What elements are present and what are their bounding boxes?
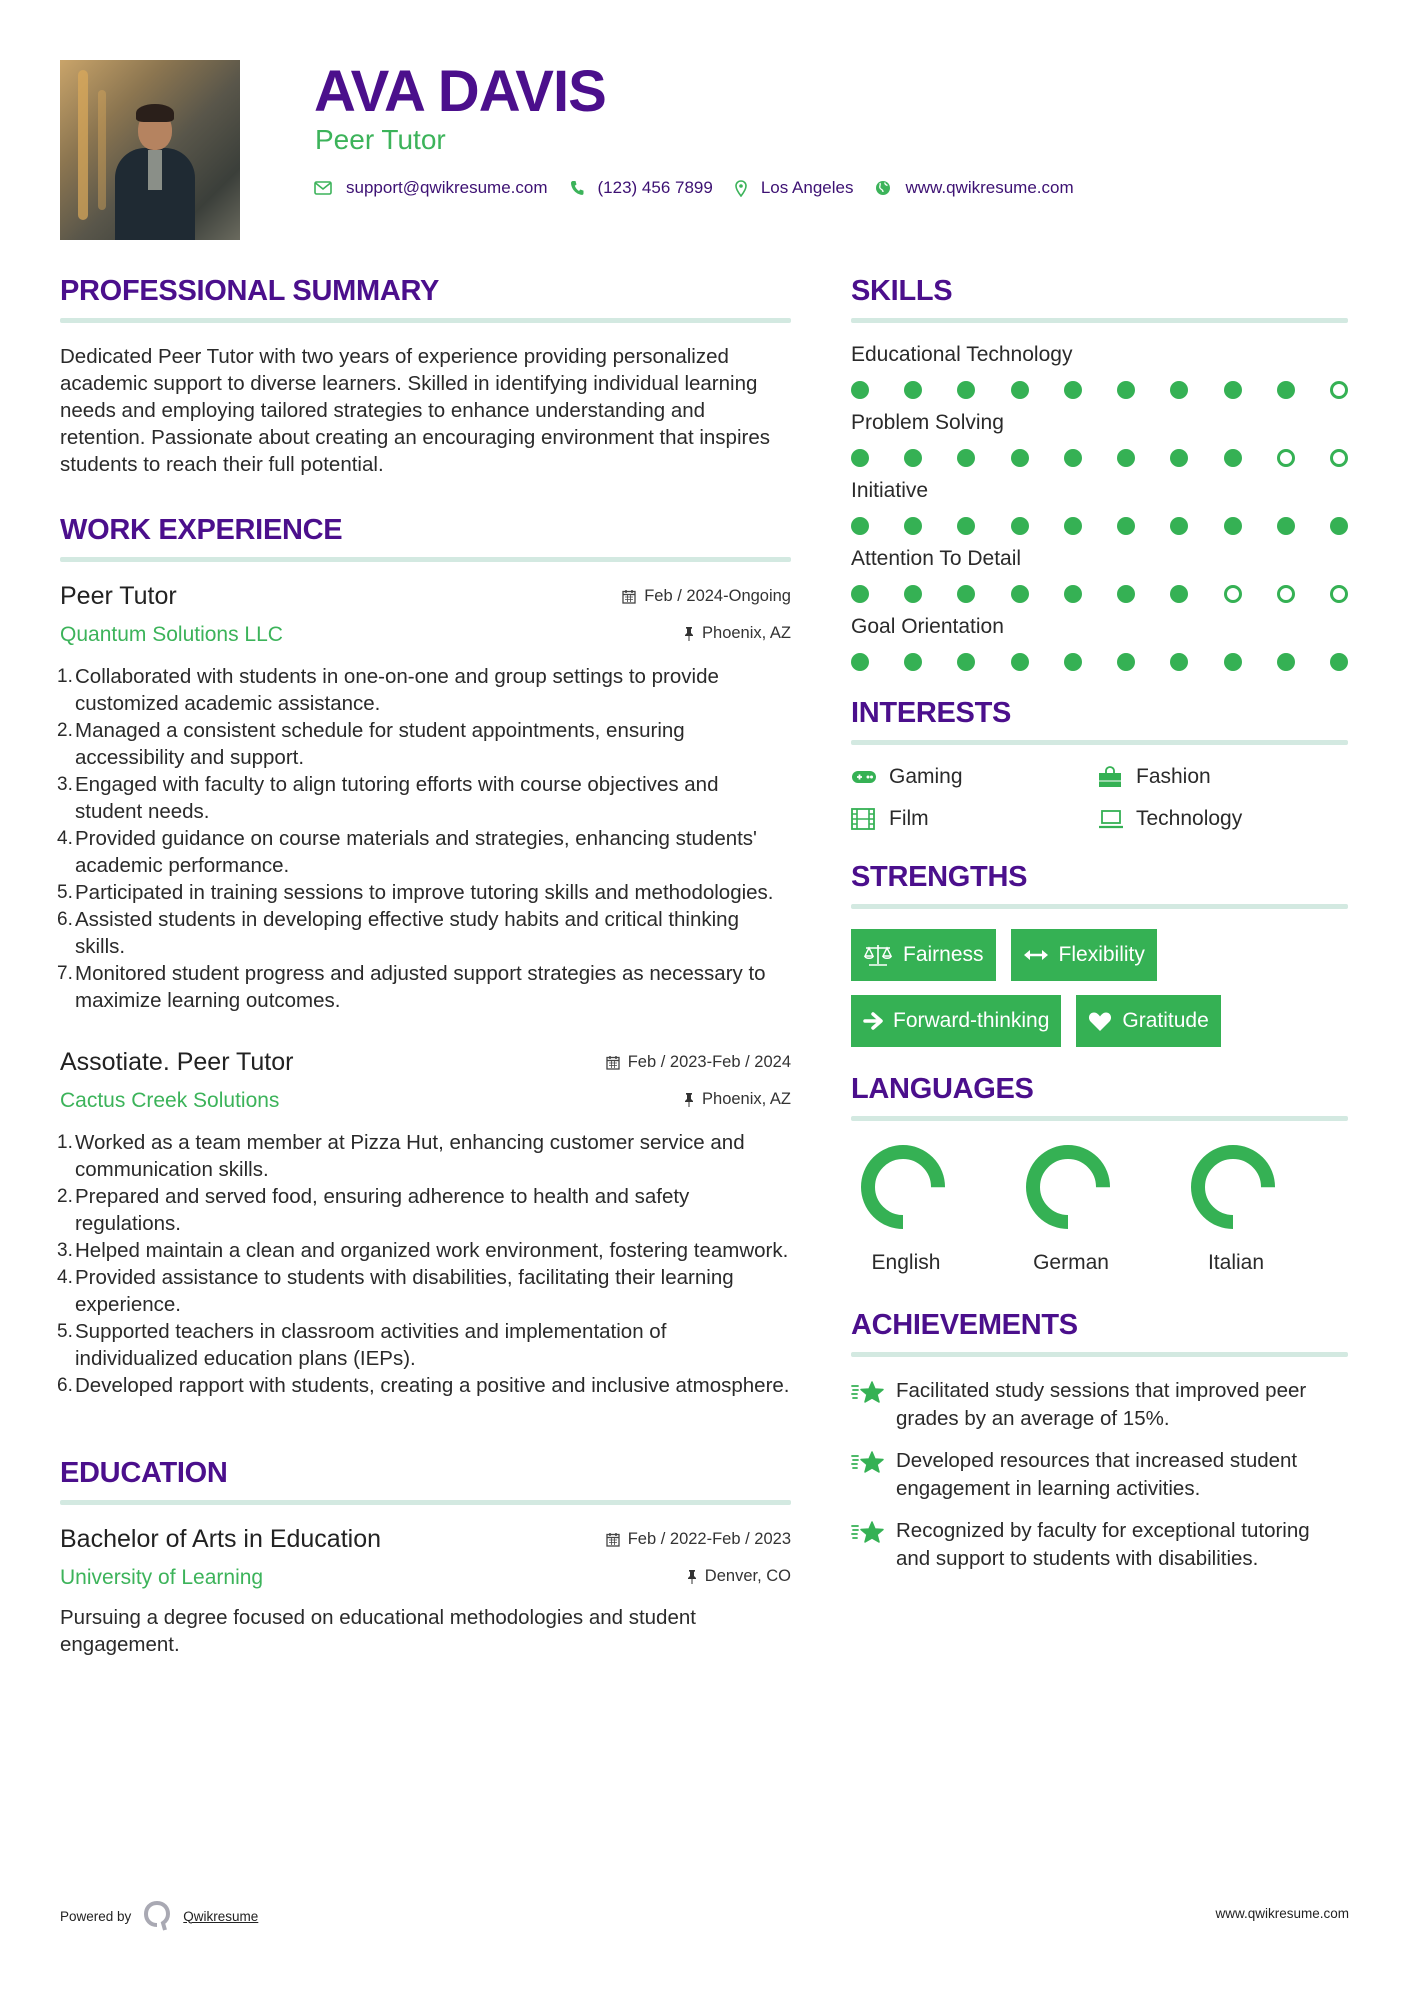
job-bullet: 5. Participated in training sessions to improve tutoring skills and methodologies. xyxy=(57,881,774,904)
rating-dot-filled xyxy=(851,585,869,603)
rating-dot-filled xyxy=(1011,381,1029,399)
balance-scale-icon xyxy=(863,943,893,967)
rating-dot-filled xyxy=(1224,517,1242,535)
skill-rating xyxy=(851,381,1348,399)
section-divider xyxy=(60,1500,791,1505)
job-location xyxy=(684,624,791,643)
section-title: STRENGTHS xyxy=(851,861,1028,893)
job-company: Cactus Creek Solutions xyxy=(60,1089,280,1112)
arrow-right-icon xyxy=(863,1012,883,1030)
strength-badge: Gratitude xyxy=(1076,995,1220,1047)
rating-dot-filled xyxy=(957,585,975,603)
section-title: LANGUAGES xyxy=(851,1073,1034,1105)
rating-dot-filled xyxy=(1330,517,1348,535)
interests-section xyxy=(851,697,1348,831)
language-name: English xyxy=(871,1251,941,1274)
interest-item: Gaming xyxy=(851,765,1098,789)
rating-dot-filled xyxy=(1224,653,1242,671)
section-divider xyxy=(851,904,1348,909)
rating-dot-filled xyxy=(1064,585,1082,603)
language-name: Italian xyxy=(1207,1251,1265,1274)
rating-dot-filled xyxy=(904,585,922,603)
job-bullet: 1. Worked as a team member at Pizza Hut, enhancing customer service and communication skills. xyxy=(57,1131,745,1181)
rating-dot-empty xyxy=(1330,449,1348,467)
rating-dot-filled xyxy=(1064,381,1082,399)
rating-dot-filled xyxy=(957,381,975,399)
rating-dot-filled xyxy=(904,517,922,535)
job-bullets xyxy=(57,1129,791,1399)
skills-list xyxy=(851,343,1348,671)
achievement-item: Developed resources that increased student engagement in learning activities. xyxy=(851,1447,1348,1503)
rating-dot-filled xyxy=(1064,517,1082,535)
rating-dot-filled xyxy=(1277,653,1295,671)
star-icon xyxy=(851,1517,896,1573)
rating-dot-filled xyxy=(1224,381,1242,399)
job-title: Peer Tutor xyxy=(60,582,177,610)
contact-bar xyxy=(314,178,1096,198)
rating-dot-filled xyxy=(1224,449,1242,467)
section-divider xyxy=(851,1352,1348,1357)
map-marker-icon xyxy=(735,180,747,197)
skill-rating xyxy=(851,449,1348,467)
rating-dot-empty xyxy=(1330,381,1348,399)
language-proficiency-arc xyxy=(868,1152,938,1222)
contact-phone[interactable]: (123) 456 7899 xyxy=(597,178,713,197)
job-bullet: 2. Prepared and served food, ensuring adherence to health and safety regulations. xyxy=(57,1185,690,1235)
languages-list xyxy=(851,1141,1348,1275)
right-column xyxy=(851,275,1348,1587)
job-bullet: 3. Helped maintain a clean and organized work environment, fostering teamwork. xyxy=(57,1239,789,1262)
left-column xyxy=(57,275,791,1684)
language-proficiency-ring xyxy=(857,1141,949,1233)
footer-powered-by xyxy=(60,1900,258,1932)
qwikresume-logo-icon xyxy=(143,1900,171,1932)
job-entry xyxy=(57,582,791,1014)
rating-dot-filled xyxy=(1277,517,1295,535)
rating-dot-empty xyxy=(1330,585,1348,603)
phone-icon xyxy=(570,180,584,196)
education-location xyxy=(687,1567,791,1586)
achievements-section xyxy=(851,1309,1348,1573)
rating-dot-filled xyxy=(1117,653,1135,671)
education-description: Pursuing a degree focused on educational methodologies and student engagement. xyxy=(60,1606,696,1656)
interest-item: Film xyxy=(851,807,1098,831)
job-date xyxy=(606,1053,791,1072)
education-date-text: Feb / 2022-Feb / 2023 xyxy=(627,1530,791,1548)
job-location xyxy=(684,1090,791,1109)
strengths-section xyxy=(851,861,1348,1047)
heart-icon xyxy=(1088,1011,1112,1032)
photo-decoration xyxy=(78,70,88,220)
calendar-icon xyxy=(606,1055,620,1070)
rating-dot-filled xyxy=(1170,381,1188,399)
section-title: INTERESTS xyxy=(851,697,1012,729)
section-divider xyxy=(851,1116,1348,1121)
interest-item: Technology xyxy=(1098,807,1348,831)
skill-name: Goal Orientation xyxy=(851,615,1004,638)
rating-dot-empty xyxy=(1277,449,1295,467)
job-bullet: 2. Managed a consistent schedule for student appointments, ensuring accessibility and support. xyxy=(57,719,685,769)
photo-person-hair xyxy=(136,104,174,122)
strengths-list xyxy=(851,929,1348,1047)
job-company: Quantum Solutions LLC xyxy=(60,623,283,646)
rating-dot-filled xyxy=(1117,585,1135,603)
job-date-text: Feb / 2023-Feb / 2024 xyxy=(627,1053,791,1071)
globe-icon xyxy=(875,180,891,196)
job-bullet: 3. Engaged with faculty to align tutoring efforts with course objectives and student needs. xyxy=(57,773,719,823)
rating-dot-filled xyxy=(1117,381,1135,399)
qwikresume-link[interactable]: Qwikresume xyxy=(183,1908,259,1924)
calendar-icon xyxy=(622,589,636,604)
rating-dot-filled xyxy=(957,517,975,535)
summary-text: Dedicated Peer Tutor with two years of experience providing personalized academic support to diverse learners. Skilled in identifying individual learning needs and employing tailored strategies to enhance understanding and retention. Passionate about creating an encouraging environment that inspires students to reach their full potential. xyxy=(60,345,770,476)
skill-item xyxy=(851,547,1348,603)
envelope-icon xyxy=(314,181,332,195)
section-title: WORK EXPERIENCE xyxy=(60,514,343,546)
rating-dot-empty xyxy=(1224,585,1242,603)
rating-dot-filled xyxy=(1011,517,1029,535)
education-location-text: Denver, CO xyxy=(704,1567,791,1585)
powered-by-label: Powered by xyxy=(60,1908,132,1924)
experience-section xyxy=(57,514,791,1399)
achievement-item: Recognized by faculty for exceptional tutoring and support to students with disabilities. xyxy=(851,1517,1348,1573)
language-item xyxy=(1016,1141,1181,1275)
skill-rating xyxy=(851,585,1348,603)
job-bullets xyxy=(57,663,791,1014)
section-divider xyxy=(851,318,1348,323)
rating-dot-filled xyxy=(957,449,975,467)
strength-badge: Flexibility xyxy=(1011,929,1157,981)
achievement-item: Facilitated study sessions that improved peer grades by an average of 15%. xyxy=(851,1377,1348,1433)
contact-website[interactable]: www.qwikresume.com xyxy=(905,178,1074,197)
candidate-name: AVA DAVIS xyxy=(314,59,606,124)
rating-dot-filled xyxy=(1170,449,1188,467)
language-proficiency-arc xyxy=(1198,1152,1268,1222)
job-bullet: 6. Developed rapport with students, creating a positive and inclusive atmosphere. xyxy=(57,1374,790,1397)
laptop-icon xyxy=(1098,809,1136,829)
education-section xyxy=(60,1457,791,1658)
skill-rating xyxy=(851,517,1348,535)
footer-website[interactable]: www.qwikresume.com xyxy=(1215,1906,1349,1921)
skill-item xyxy=(851,615,1348,671)
rating-dot-filled xyxy=(957,653,975,671)
interest-item: Fashion xyxy=(1098,765,1348,789)
photo-decoration xyxy=(98,90,106,210)
skills-section xyxy=(851,275,1348,671)
rating-dot-filled xyxy=(1011,449,1029,467)
language-proficiency-arc xyxy=(1033,1152,1103,1222)
rating-dot-filled xyxy=(851,517,869,535)
skill-rating xyxy=(851,653,1348,671)
rating-dot-filled xyxy=(1064,449,1082,467)
degree-title: Bachelor of Arts in Education xyxy=(60,1525,382,1553)
strength-badge: Forward-thinking xyxy=(851,995,1061,1047)
profile-photo xyxy=(60,60,240,240)
section-divider xyxy=(60,557,791,562)
education-entry xyxy=(60,1525,791,1658)
skill-name: Attention To Detail xyxy=(851,547,1022,570)
job-bullet: 4. Provided assistance to students with disabilities, facilitating their learning experience. xyxy=(57,1266,734,1316)
language-item xyxy=(851,1141,1016,1275)
job-bullet: 6. Assisted students in developing effective study habits and critical thinking skills. xyxy=(57,908,739,958)
rating-dot-filled xyxy=(1011,585,1029,603)
section-title: ACHIEVEMENTS xyxy=(851,1309,1078,1341)
language-name: German xyxy=(1033,1251,1109,1274)
rating-dot-filled xyxy=(904,381,922,399)
interests-list xyxy=(851,765,1348,831)
skill-name: Educational Technology xyxy=(851,343,1073,366)
language-item xyxy=(1181,1141,1346,1275)
section-divider xyxy=(851,740,1348,745)
school-name: University of Learning xyxy=(60,1566,264,1589)
pushpin-icon xyxy=(684,626,694,641)
rating-dot-filled xyxy=(1170,517,1188,535)
section-divider xyxy=(60,318,791,323)
pushpin-icon xyxy=(684,1092,694,1107)
job-bullet: 7. Monitored student progress and adjusted support strategies as necessary to maximize learning outcomes. xyxy=(57,962,766,1012)
skill-item xyxy=(851,343,1348,399)
section-title: EDUCATION xyxy=(60,1457,228,1489)
rating-dot-filled xyxy=(1277,381,1295,399)
job-bullet: 4. Provided guidance on course materials and strategies, enhancing students' academic performance. xyxy=(57,827,757,877)
rating-dot-filled xyxy=(904,449,922,467)
language-proficiency-ring xyxy=(1187,1141,1279,1233)
rating-dot-filled xyxy=(851,449,869,467)
rating-dot-filled xyxy=(851,381,869,399)
languages-section xyxy=(851,1073,1348,1275)
rating-dot-filled xyxy=(1064,653,1082,671)
strength-badge: Fairness xyxy=(851,929,996,981)
education-date xyxy=(606,1530,791,1549)
rating-dot-filled xyxy=(1117,517,1135,535)
job-date-text: Feb / 2024-Ongoing xyxy=(644,587,791,605)
pushpin-icon xyxy=(687,1569,697,1584)
achievements-list xyxy=(851,1377,1348,1573)
arrows-horizontal-icon xyxy=(1023,948,1049,962)
skill-name: Initiative xyxy=(851,479,929,502)
skill-item xyxy=(851,479,1348,535)
section-title: PROFESSIONAL SUMMARY xyxy=(60,275,440,307)
candidate-role: Peer Tutor xyxy=(315,124,446,155)
contact-email[interactable]: support@qwikresume.com xyxy=(346,178,548,197)
section-title: SKILLS xyxy=(851,275,953,307)
rating-dot-filled xyxy=(904,653,922,671)
film-icon xyxy=(851,808,889,830)
rating-dot-filled xyxy=(1170,585,1188,603)
language-proficiency-ring xyxy=(1022,1141,1114,1233)
rating-dot-filled xyxy=(1011,653,1029,671)
skill-name: Problem Solving xyxy=(851,411,1004,434)
job-bullet: 1. Collaborated with students in one-on-one and group settings to provide customized academic assistance. xyxy=(57,665,719,715)
job-location-text: Phoenix, AZ xyxy=(702,624,791,642)
contact-location: Los Angeles xyxy=(760,178,854,197)
calendar-icon xyxy=(606,1532,620,1547)
shopping-bag-icon xyxy=(1098,766,1136,788)
star-icon xyxy=(851,1447,896,1503)
job-bullet: 5. Supported teachers in classroom activities and implementation of individualized education plans (IEPs). xyxy=(57,1320,667,1370)
skill-item xyxy=(851,411,1348,467)
gamepad-icon xyxy=(851,770,889,784)
summary-section xyxy=(60,275,791,478)
rating-dot-filled xyxy=(1170,653,1188,671)
job-date xyxy=(622,587,791,606)
rating-dot-filled xyxy=(1117,449,1135,467)
rating-dot-empty xyxy=(1277,585,1295,603)
photo-person-shirt xyxy=(148,150,162,190)
star-icon xyxy=(851,1377,896,1433)
rating-dot-filled xyxy=(851,653,869,671)
rating-dot-filled xyxy=(1330,653,1348,671)
job-entry xyxy=(57,1048,791,1399)
job-title: Assotiate. Peer Tutor xyxy=(60,1048,294,1076)
job-location-text: Phoenix, AZ xyxy=(702,1090,791,1108)
